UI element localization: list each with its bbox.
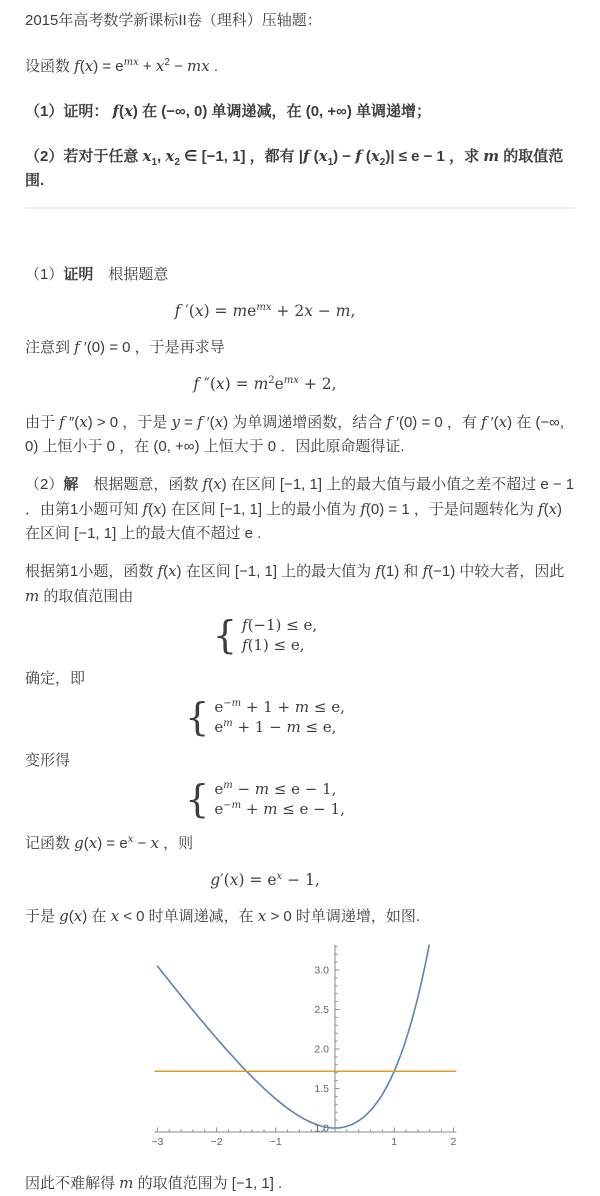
plot-svg: [128, 937, 473, 1165]
formula-f-double-prime: f $''(x) = m^2e^{mx} + 2$,: [193, 374, 337, 393]
solution-paragraph: 变形得: [25, 752, 71, 769]
solution-paragraph: 记函数 $g(x) = e^x - x$ ，则: [25, 834, 194, 852]
x-tick-label: −1: [269, 1135, 282, 1148]
solution-part1-heading: （1）证明 根据题意: [25, 266, 169, 283]
left-brace: {: [185, 777, 210, 821]
system-of-inequalities-3: [25, 778, 505, 820]
solution-paragraph: 注意到 f ′(0) = 0 ，于是再求导: [25, 338, 225, 356]
x-tick-label: 1: [391, 1135, 398, 1148]
curve-g-of-x: [157, 945, 429, 1128]
y-tick-label: 1.0: [314, 1122, 329, 1135]
y-tick-label: 2.5: [314, 1004, 329, 1016]
x-tick-label: 2: [450, 1135, 457, 1148]
formula-f-prime: f $'(x) = me^{mx} + 2x - m$,: [174, 301, 356, 320]
problem-setup: 设函数 $f(x) = e^{mx} + x^2$ − mx .: [25, 57, 219, 75]
x-tick-label: −3: [151, 1135, 164, 1148]
case-row: $e^m + 1 - m \le e$,: [214, 718, 337, 736]
system-of-inequalities-2: [25, 696, 505, 738]
solution-paragraph: 根据第1小题，函数 f(x) 在区间 [−1, 1] 上的最大值为 f(1) 和 f(−1) 中较大者，因此 m 的取值范围由: [25, 562, 565, 605]
y-tick-label: 2.0: [314, 1043, 329, 1056]
solution-part2-paragraph: （2）解 根据题意，函数 f(x) 在区间 [−1, 1] 上的最大值与最小值之差不超过 e − 1 ．由第1小题可知 f(x) 在区间 [−1, 1] 上的最小值为 f(0) = 1 ，于是问题转化为 f(x) 在区间 [−1, 1] 上的最大值不超过 e .: [25, 475, 575, 542]
solution-paragraph: 于是 g(x) 在 x < 0 时单调递减，在 x > 0 时单调递增，如图.: [25, 907, 421, 925]
y-tick-label: 1.5: [314, 1083, 329, 1095]
case-row: $e^{-m} + 1 + m \le e$,: [214, 698, 345, 716]
left-brace: {: [185, 695, 210, 739]
problem-part2: （2）若对于任意 $x_1$, $x_2$ ∈ [−1, 1] ，都有 |f $(x_1) - f$ $(x_2)| \le e - 1$ ，求 m 的取值范围.: [25, 147, 564, 189]
system-of-inequalities-1: [25, 614, 505, 656]
case-row: $e^{-m} + m \le e - 1$,: [214, 800, 345, 818]
left-brace: {: [212, 613, 238, 657]
conclusion-paragraph: 因此不难解得 m 的取值范围为 [−1, 1] .: [25, 1174, 283, 1192]
function-plot-figure: [128, 937, 473, 1165]
page-title: 2015年高考数学新课标II卷（理科）压轴题：: [25, 12, 322, 29]
problem-part1: （1）证明： f(x) 在 (−∞, 0) 单调递减，在 (0, +∞) 单调递增；: [25, 102, 431, 120]
y-tick-label: 3.0: [314, 964, 329, 977]
solution-paragraph: 确定，即: [25, 670, 86, 687]
divider: [25, 207, 575, 209]
case-row: f(1) ≤ e,: [242, 636, 305, 654]
x-tick-label: −2: [210, 1135, 223, 1148]
formula-g-prime: $g'(x) = e^x - 1$,: [210, 870, 320, 889]
case-row: $e^m - m \le e - 1$,: [214, 780, 337, 798]
solution-paragraph: 由于 f ″(x) > 0 ，于是 y = f ′(x) 为单调递增函数，结合 f ′(0) = 0 ，有 f ′(x) 在 (−∞, 0) 上恒小于 0 ，在 (0, +∞) 上恒大于 0 ．因此原命题得证.: [25, 413, 565, 455]
case-row: f(−1) ≤ e,: [242, 616, 318, 634]
